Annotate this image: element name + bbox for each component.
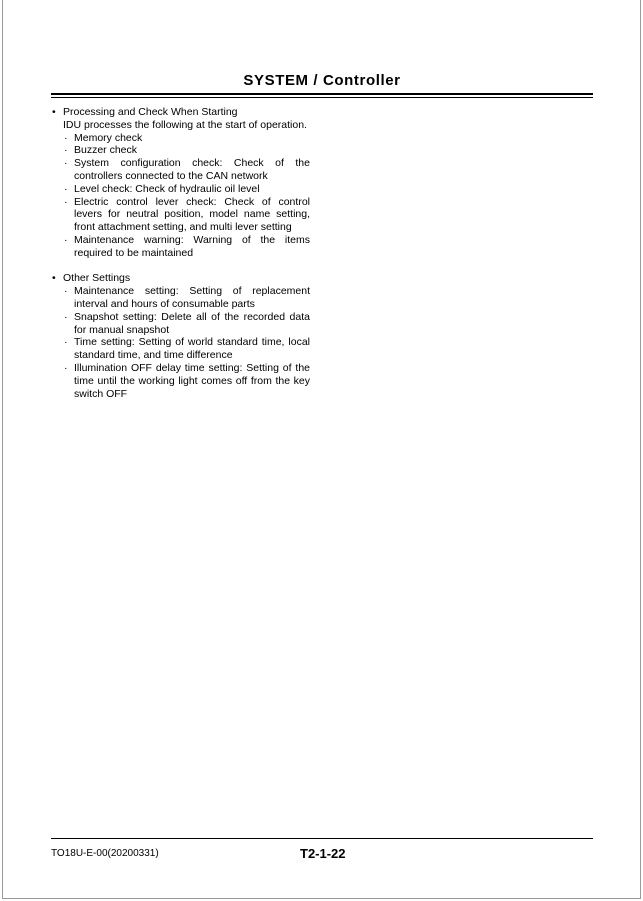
list-marker: · <box>64 131 68 144</box>
body-content <box>52 106 310 413</box>
page-title: SYSTEM / Controller <box>243 72 401 89</box>
section-heading-text: Processing and Check When Starting <box>63 106 238 118</box>
list-item-text: Maintenance setting: Setting of replacement interval and hours of consumable parts <box>74 285 310 310</box>
list-marker: · <box>64 195 68 208</box>
document-code: TO18U-E-00(20200331) <box>51 848 159 859</box>
header-rule-thin <box>51 97 593 98</box>
header-rule-thick <box>51 93 593 95</box>
list-item <box>52 311 310 337</box>
section-intro: IDU processes the following at the start of operation. <box>63 118 307 131</box>
list-item <box>52 336 310 362</box>
page-number: T2-1-22 <box>300 846 346 861</box>
list-marker: · <box>64 182 68 195</box>
list-item-text: Memory check <box>74 131 143 144</box>
list-marker: · <box>64 233 68 246</box>
list-item <box>52 183 310 196</box>
list-item <box>52 157 310 183</box>
footer-rule <box>51 838 593 839</box>
list-marker: · <box>64 361 68 374</box>
list-item-text: Electric control lever check: Check of control levers for neutral position, model name setting, front attachment setting, and multi lever setting <box>74 195 310 234</box>
list-item-text: Time setting: Setting of world standard time, local standard time, and time difference <box>74 336 310 362</box>
check-list <box>52 132 310 260</box>
list-item-text: Illumination OFF delay time setting: Setting of the time until the working light comes off from the key switch OFF <box>74 361 310 400</box>
list-item <box>52 285 310 311</box>
list-item-text: Maintenance warning: Warning of the items required to be maintained <box>74 233 310 259</box>
list-marker: · <box>64 285 68 298</box>
bullet-icon: • <box>52 272 56 285</box>
section-processing-and-check <box>52 106 310 260</box>
settings-list <box>52 285 310 400</box>
section-other-settings <box>52 272 310 400</box>
list-item <box>52 234 310 260</box>
list-item-text: System configuration check: Check of the controllers connected to the CAN network <box>74 157 310 182</box>
section-heading <box>52 106 310 119</box>
bullet-icon: • <box>52 106 56 118</box>
list-item <box>52 144 310 157</box>
list-marker: · <box>64 310 68 323</box>
list-marker: · <box>64 157 68 170</box>
list-marker: · <box>64 144 68 157</box>
list-item <box>52 196 310 234</box>
list-item <box>52 132 310 145</box>
section-heading-text: Other Settings <box>63 272 131 285</box>
list-item-text: Level check: Check of hydraulic oil level <box>74 182 260 195</box>
list-item-text: Snapshot setting: Delete all of the recorded data for manual snapshot <box>74 310 310 336</box>
list-marker: · <box>64 336 68 349</box>
list-item-text: Buzzer check <box>74 144 138 157</box>
section-heading <box>52 272 310 285</box>
list-item <box>52 362 310 400</box>
